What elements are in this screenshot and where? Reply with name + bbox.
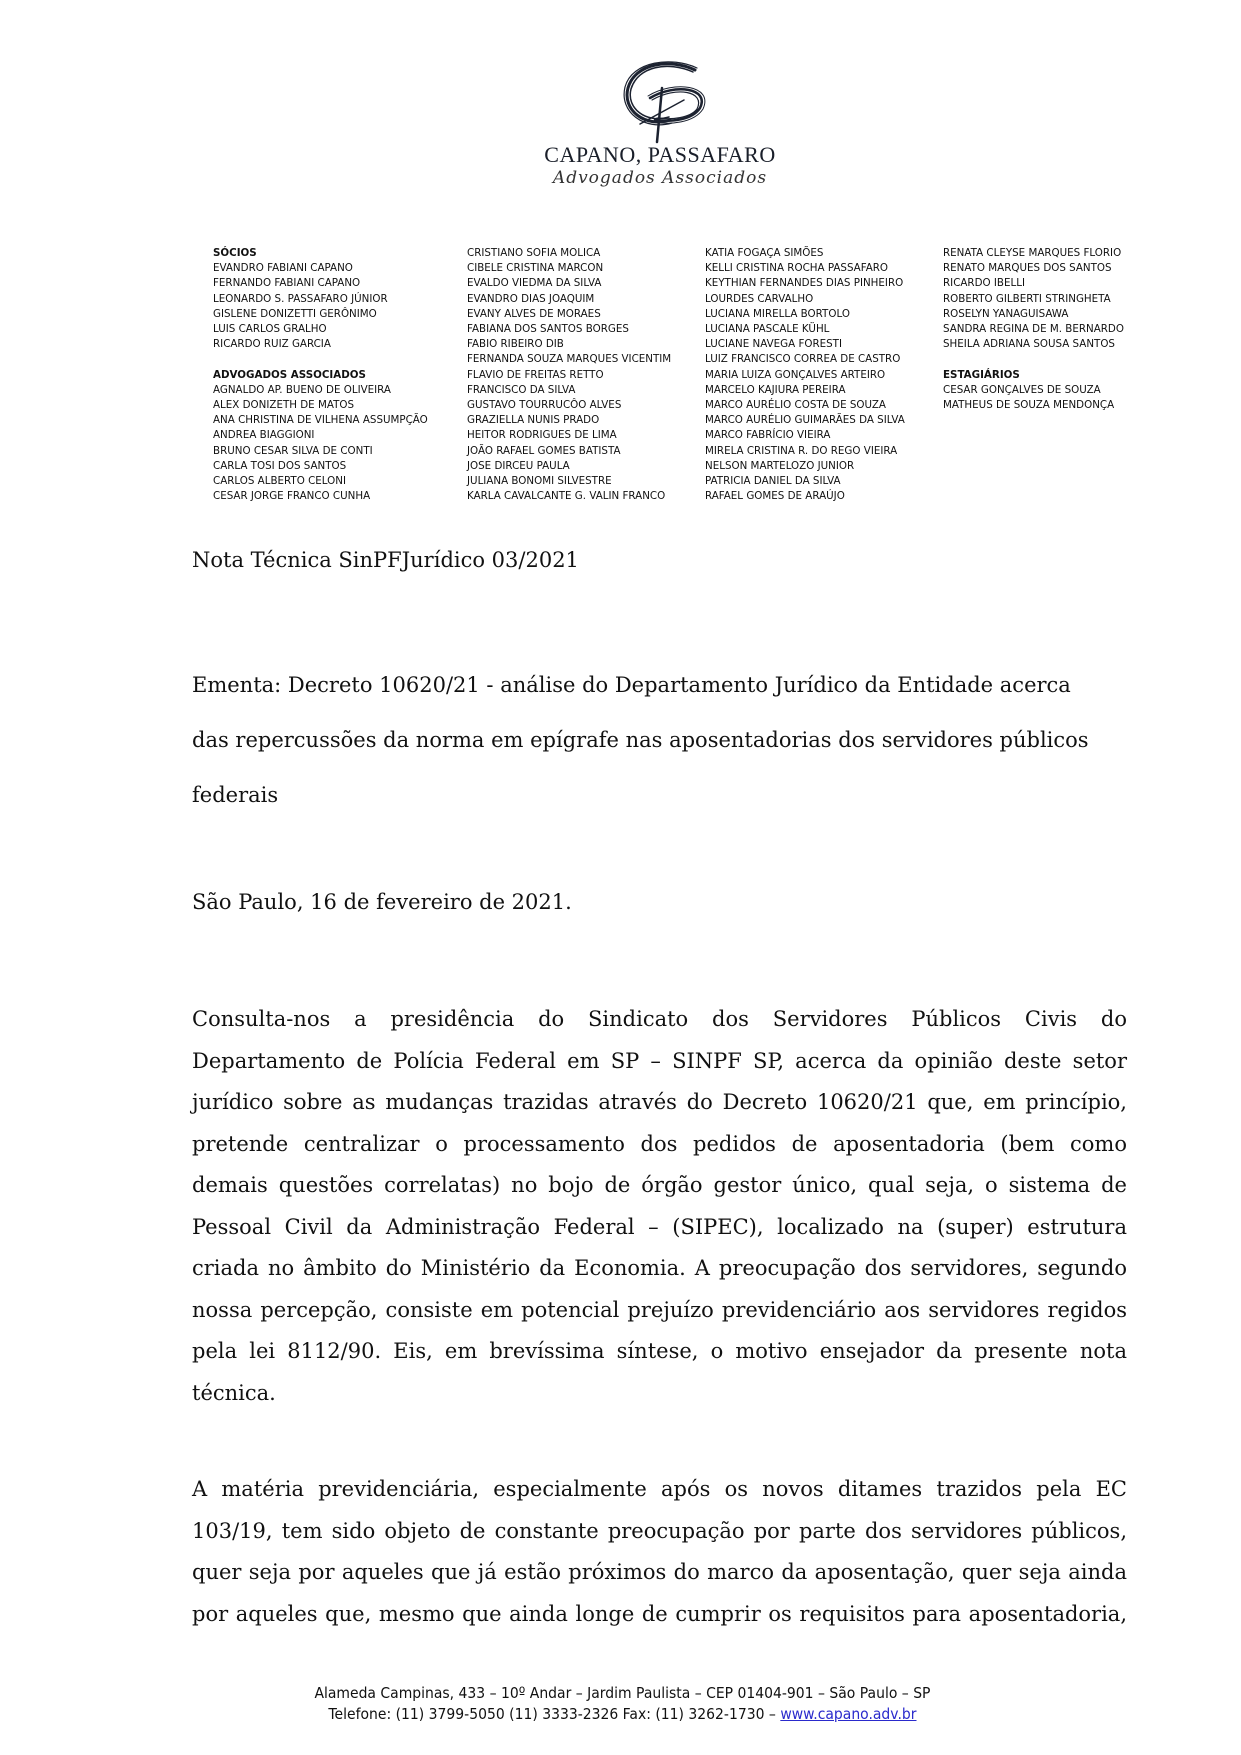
- roster-name: JOSE DIRCEU PAULA: [467, 459, 570, 472]
- roster-name: ROSELYN YANAGUISAWA: [943, 307, 1069, 320]
- ementa-line: federais: [192, 783, 279, 807]
- roster-name: ANDREA BIAGGIONI: [213, 429, 315, 442]
- roster-name: AGNALDO AP. BUENO DE OLIVEIRA: [213, 383, 391, 396]
- roster-name: FRANCISCO DA SILVA: [467, 383, 576, 396]
- roster-name: JOÃO RAFAEL GOMES BATISTA: [467, 444, 621, 457]
- text-line: criada no âmbito do Ministério da Economia. A preocupação dos servidores, segundo: [192, 1256, 1127, 1280]
- text-line: quer seja por aqueles que já estão próximos do marco da aposentação, quer seja ainda: [192, 1560, 1127, 1584]
- roster-name: PATRICIA DANIEL DA SILVA: [705, 475, 841, 488]
- footer-address: Alameda Campinas, 433 – 10º Andar – Jardim Paulista – CEP 01404-901 – São Paulo – SP: [314, 1684, 931, 1702]
- roster-name: LEONARDO S. PASSAFARO JÚNIOR: [213, 292, 388, 305]
- roster-name: GISLENE DONIZETTI GERÔNIMO: [213, 307, 377, 320]
- section-title-socios: SÓCIOS: [213, 247, 257, 259]
- roster-name: EVANDRO DIAS JOAQUIM: [467, 292, 595, 305]
- paragraph-2: [192, 1469, 1127, 1635]
- roster-name: ROBERTO GILBERTI STRINGHETA: [943, 292, 1111, 305]
- page-footer: [64, 1683, 1181, 1725]
- text-line: demais questões correlatas) no bojo de órgão gestor único, qual seja, o sistema de: [192, 1173, 1127, 1197]
- roster-name: CARLA TOSI DOS SANTOS: [213, 459, 347, 472]
- spacer: [213, 352, 428, 367]
- roster-name: RICARDO IBELLI: [943, 277, 1026, 290]
- roster-name: LUIS CARLOS GRALHO: [213, 323, 327, 336]
- footer-phones: Telefone: (11) 3799-5050 (11) 3333-2326 Fax: (11) 3262-1730 –: [328, 1705, 781, 1723]
- footer-contact: [64, 1704, 1181, 1725]
- roster-name: EVALDO VIEDMA DA SILVA: [467, 277, 602, 290]
- roster-name: MARCO FABRÍCIO VIEIRA: [705, 429, 831, 442]
- roster-name: FABIANA DOS SANTOS BORGES: [467, 323, 629, 336]
- roster-name: ALEX DONIZETH DE MATOS: [213, 399, 355, 412]
- roster-name: MARCELO KAJIURA PEREIRA: [705, 383, 846, 396]
- text-line: por aqueles que, mesmo que ainda longe de cumprir os requisitos para aposentadoria,: [192, 1601, 1127, 1626]
- roster-name: FERNANDO FABIANI CAPANO: [213, 277, 361, 290]
- document-title: Nota Técnica SinPFJurídico 03/2021: [192, 548, 579, 572]
- text-line: A matéria previdenciária, especialmente após os novos ditames trazidos pela EC: [192, 1477, 1127, 1501]
- document-date: São Paulo, 16 de fevereiro de 2021.: [192, 890, 572, 914]
- cp-monogram-icon: [600, 58, 720, 144]
- roster-name: MARCO AURÉLIO GUIMARÃES DA SILVA: [705, 414, 905, 427]
- text-line: 103/19, tem sido objeto de constante preocupação por parte dos servidores públicos,: [192, 1518, 1127, 1543]
- roster-name: MARIA LUIZA GONÇALVES ARTEIRO: [705, 368, 886, 381]
- roster-name: CESAR JORGE FRANCO CUNHA: [213, 490, 371, 503]
- ementa-line: das repercussões da norma em epígrafe nas aposentadorias dos servidores públicos: [192, 728, 1089, 752]
- roster-name: RENATA CLEYSE MARQUES FLORIO: [943, 247, 1122, 259]
- roster-name: HEITOR RODRIGUES DE LIMA: [467, 429, 617, 442]
- roster-name: GUSTAVO TOURRUCÔO ALVES: [467, 399, 622, 412]
- roster-name: CRISTIANO SOFIA MOLICA: [467, 247, 601, 259]
- roster-name: JULIANA BONOMI SILVESTRE: [467, 475, 612, 488]
- text-line: nossa percepção, consiste em potencial prejuízo previdenciário aos servidores regidos: [192, 1297, 1127, 1322]
- text-line: Departamento de Polícia Federal em SP – SINPF SP, acerca da opinião deste setor: [192, 1048, 1127, 1073]
- roster-name: EVANDRO FABIANI CAPANO: [213, 262, 353, 275]
- roster-name: MIRELA CRISTINA R. DO REGO VIEIRA: [705, 444, 898, 457]
- text-line: Pessoal Civil da Administração Federal – (SIPEC), localizado na (super) estrutura: [192, 1214, 1127, 1239]
- roster-name: FERNANDA SOUZA MARQUES VICENTIM: [467, 353, 672, 366]
- text-line: pela lei 8112/90. Eis, em brevíssima síntese, o motivo ensejador da presente nota: [192, 1339, 1127, 1363]
- roster-name: NELSON MARTELOZO JUNIOR: [705, 459, 855, 472]
- roster-name: MATHEUS DE SOUZA MENDONÇA: [943, 399, 1115, 412]
- roster-name: GRAZIELLA NUNIS PRADO: [467, 414, 600, 427]
- text-line: Consulta-nos a presidência do Sindicato dos Servidores Públicos Civis do: [192, 1007, 1127, 1031]
- roster-name: SANDRA REGINA DE M. BERNARDO: [943, 323, 1124, 336]
- section-title-estagiarios: ESTAGIÁRIOS: [943, 368, 1020, 381]
- ementa: [192, 658, 1127, 823]
- roster-name: LUCIANA PASCALE KÜHL: [705, 323, 830, 336]
- roster-name: FLAVIO DE FREITAS RETTO: [467, 368, 604, 381]
- firm-subtitle: Advogados Associados: [552, 168, 768, 188]
- roster-name: ANA CHRISTINA DE VILHENA ASSUMPÇÃO: [213, 414, 428, 427]
- roster-name: CESAR GONÇALVES DE SOUZA: [943, 383, 1101, 396]
- roster-name: LOURDES CARVALHO: [705, 292, 814, 305]
- roster-name: LUCIANA MIRELLA BORTOLO: [705, 307, 850, 320]
- roster-name: KATIA FOGAÇA SIMÕES: [705, 247, 824, 259]
- roster-name: KEYTHIAN FERNANDES DIAS PINHEIRO: [705, 277, 904, 290]
- spacer: [943, 352, 1124, 367]
- section-title-associados: ADVOGADOS ASSOCIADOS: [213, 368, 366, 381]
- ementa-line: Ementa: Decreto 10620/21 - análise do Departamento Jurídico da Entidade acerca: [192, 673, 1071, 697]
- roster-column-4: [943, 246, 1124, 413]
- roster-name: FABIO RIBEIRO DIB: [467, 338, 564, 351]
- paragraph-1: [192, 999, 1127, 1414]
- roster-name: KELLI CRISTINA ROCHA PASSAFARO: [705, 262, 888, 275]
- roster-name: RENATO MARQUES DOS SANTOS: [943, 262, 1112, 275]
- roster-name: CIBELE CRISTINA MARCON: [467, 262, 604, 275]
- roster-name: SHEILA ADRIANA SOUSA SANTOS: [943, 338, 1115, 351]
- roster-column-1: [213, 246, 428, 504]
- letterhead-logo: [520, 58, 800, 208]
- roster-column-3: [705, 246, 905, 504]
- roster-name: KARLA CAVALCANTE G. VALIN FRANCO: [467, 490, 666, 503]
- roster-name: BRUNO CESAR SILVA DE CONTI: [213, 444, 373, 457]
- roster-name: LUIZ FRANCISCO CORREA DE CASTRO: [705, 353, 901, 366]
- roster-name: EVANY ALVES DE MORAES: [467, 307, 601, 320]
- website-link[interactable]: www.capano.adv.br: [780, 1705, 917, 1723]
- text-line: técnica.: [192, 1380, 276, 1405]
- text-line: jurídico sobre as mudanças trazidas através do Decreto 10620/21 que, em princípio,: [192, 1090, 1127, 1114]
- roster-name: MARCO AURÉLIO COSTA DE SOUZA: [705, 399, 886, 412]
- roster-name: RAFAEL GOMES DE ARAÚJO: [705, 490, 845, 503]
- roster-column-2: [467, 246, 671, 504]
- roster-name: RICARDO RUIZ GARCIA: [213, 338, 331, 351]
- firm-name: CAPANO, PASSAFARO: [544, 142, 776, 167]
- roster-name: LUCIANE NAVEGA FORESTI: [705, 338, 842, 351]
- text-line: pretende centralizar o processamento dos pedidos de aposentadoria (bem como: [192, 1131, 1127, 1156]
- roster-name: CARLOS ALBERTO CELONI: [213, 475, 347, 488]
